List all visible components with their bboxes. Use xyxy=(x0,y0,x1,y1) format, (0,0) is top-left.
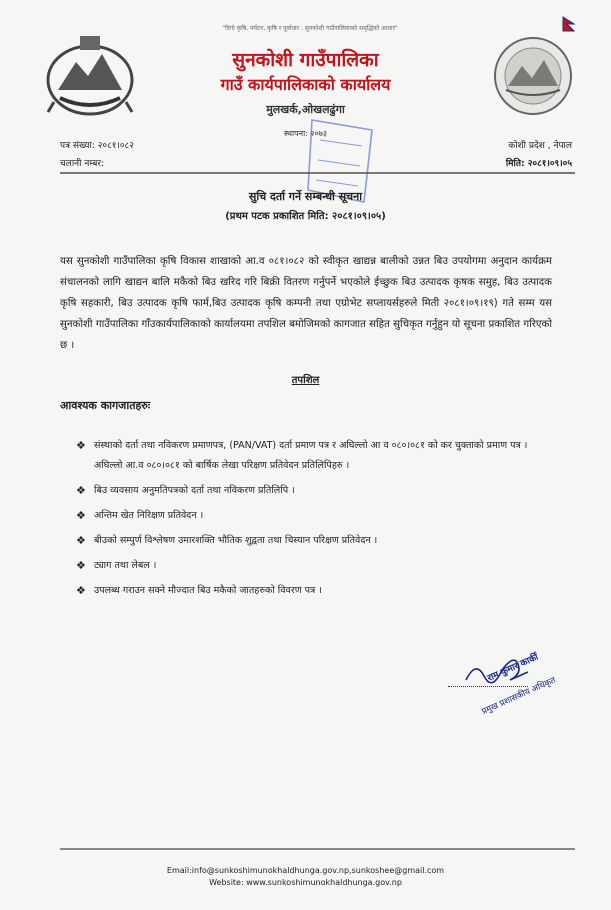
required-documents-heading: आवश्यक कागजातहरुः xyxy=(60,399,151,412)
list-item-text: बीउको सम्पुर्ण विश्लेषण उमारशक्ति भौतिक शुद्वता तथा चिस्यान परिक्षण प्रतिवेदन । xyxy=(94,535,378,546)
diamond-bullet-icon: ❖ xyxy=(76,559,86,572)
list-item xyxy=(76,506,556,526)
notice-publish-date: (प्रथम पटक प्रकाशित मिति: २०८१।०९।०५) xyxy=(225,211,386,222)
province-label: कोशी प्रदेश , नेपाल xyxy=(508,141,572,151)
list-item xyxy=(76,531,556,551)
signatory-name: राम कुमार कार्की xyxy=(486,652,541,684)
municipality-title: सुनकोशी गाउँपालिका xyxy=(232,49,379,71)
diamond-bullet-icon: ❖ xyxy=(76,509,86,522)
diamond-bullet-icon: ❖ xyxy=(76,484,86,497)
dispatch-number: चलानी नम्बर: xyxy=(60,159,105,169)
list-item-text: उपलब्ध गराउन सक्ने मौज्दात बिउ मकैको जातहरुको विवरण पत्र । xyxy=(94,585,322,596)
list-item xyxy=(76,581,556,601)
notice-title: सुचि दर्ता गर्ने सम्बन्धी सूचना xyxy=(248,190,363,203)
reference-right xyxy=(452,137,572,173)
list-item xyxy=(76,556,556,576)
diamond-bullet-icon: ❖ xyxy=(76,534,86,547)
reference-left xyxy=(60,137,134,173)
list-item-text: बिउ व्यवसाय अनुमतिपत्रको दर्ता तथा नविकरण प्रतिलिपि । xyxy=(94,485,295,496)
notice-paragraph: यस सुनकोशी गाउँपालिका कृषि विकास शाखाको आ.व ०८१।०८२ को स्वीकृत खाद्यन्न बालीको उन्नत बिउ उपयोगमा अनुदान कार्यक्रम संचालनको लागि खाद्यन बालि मकैको बिउ खरिद गरि बिक्री वितरण गर्नुपर्ने भएकोले ईच्छुक बिउ उत्पादक कृषक समुह, बिउ उत्पादक कृषि सहकारी, बिउ उत्पादक कृषि फार्म,बिउ उत्पादक कृषि कम्पनी तथा एग्रोभेट सप्लायर्सहरुले मिती २०८१।०९।१९) गते सम्म यस सुनकोशी गाउँपालिका गाँउकार्यपालिकाको कार्यालयमा तपशिल बमोजिमको कागजात सहित सुचिकृत गर्नुहुन यो सूचना प्रकाशित गरिएको छ । xyxy=(60,256,552,351)
required-documents-list xyxy=(76,436,556,606)
letter-number: पत्र संख्या: २०८१।०८२ xyxy=(60,141,134,151)
diamond-bullet-icon: ❖ xyxy=(76,584,86,597)
office-location: मुलखर्क,ओखलढुंगा xyxy=(266,103,345,116)
footer-email: Email:info@sunkoshimunokhaldhunga.gov.np,sunkoshee@gmail.com xyxy=(166,866,445,875)
header-motto: "दिगो कृषि, पर्यटन, कृषि र पूर्वाधार : सुनकोशी गाउँपालिकाको समृद्धिको आधार" xyxy=(222,25,398,32)
footer-divider xyxy=(60,848,575,850)
list-item xyxy=(76,481,556,501)
office-subtitle: गाउँ कार्यपालिकाको कार्यालय xyxy=(220,75,391,94)
list-item-text: संस्थाको दर्ता तथा नविकरण प्रमाणपत्र, (PAN/VAT) दर्ता प्रमाण पत्र र अघिल्लो आ व ०८०।०८१ को कर चुक्ताको प्रमाण पत्र । अघिल्लो आ.व ०८०।०८१ को बार्षिक लेखा परिक्षण प्रतिवेदन प्रतिलिपिहरु । xyxy=(94,440,528,471)
established-year: स्थापना: २०७३ xyxy=(283,129,328,138)
list-item-text: ट्याग तथा लेबल । xyxy=(94,560,157,571)
details-heading: तपशिल xyxy=(291,375,320,386)
letter-date: मिति: २०८१।०९।०५ xyxy=(505,159,572,169)
diamond-bullet-icon: ❖ xyxy=(76,439,86,452)
footer-website: Website: www.sunkoshimunokhaldhunga.gov.np xyxy=(209,878,402,887)
list-item-text: अन्तिम खेत निरिक्षण प्रतिवेदन । xyxy=(94,510,204,521)
signatory-designation: प्रमुख प्रशासकीय अधिकृत xyxy=(480,675,558,718)
signature-line xyxy=(448,686,528,687)
list-item xyxy=(76,436,556,476)
